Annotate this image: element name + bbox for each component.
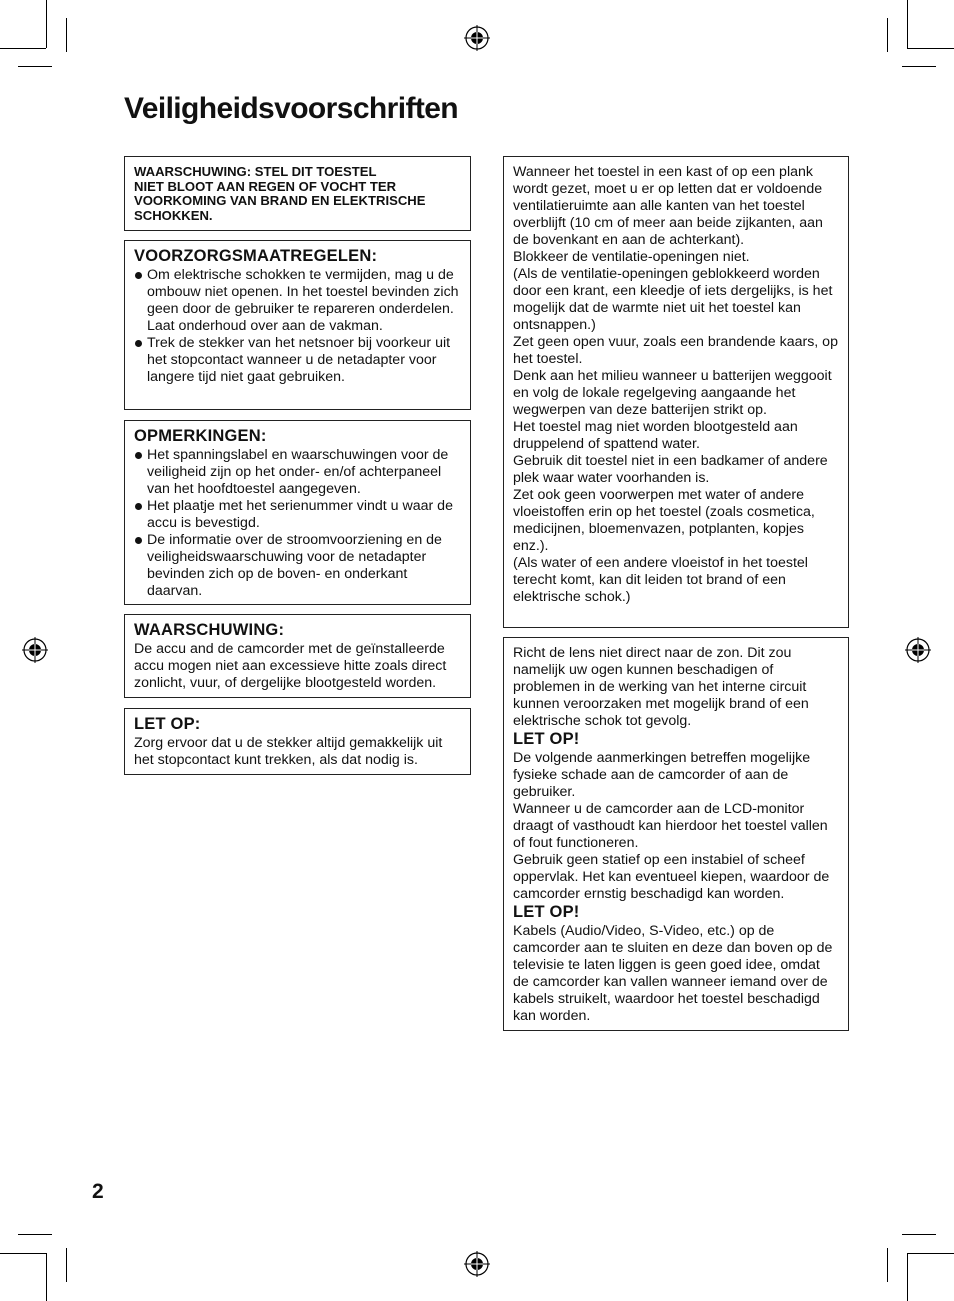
lens-section2-paragraph: Kabels (Audio/Video, S-Video, etc.) op de camcorder aan te sluiten en deze dan boven op de televisie te laten liggen is geen goed idee, omdat de camcorder kan vallen wanneer iemand over de kabels struikelt, waardoor het toestel beschadigd kan worden. xyxy=(513,923,833,1024)
ventilatie-paragraph: Zet geen open vuur, zoals een brandende kaars, op het toestel. xyxy=(513,334,838,367)
lens-box xyxy=(503,637,849,1031)
page-title: Veiligheidsvoorschriften xyxy=(124,92,459,125)
ventilatie-paragraph: Denk aan het milieu wanneer u batterijen weggooit en volg de lokale regelgeving aangaande het wegwerpen van deze batterijen strikt op. xyxy=(513,368,832,418)
crop-mark xyxy=(907,48,954,49)
waarschuwing-box xyxy=(124,614,471,698)
let-op-text: Zorg ervoor dat u de stekker altijd gemakkelijk uit het stopcontact kunt trekken, als dat nodig is. xyxy=(134,735,443,768)
crop-mark xyxy=(907,0,908,48)
list-item: Om elektrische schokken te vermijden, mag u de ombouw niet openen. In het toestel bevinden zich geen door de gebruiker te repareren onderdelen. Laat onderhoud over aan de vakman. xyxy=(134,267,461,335)
voorzorg-heading: VOORZORGSMAATREGELEN: xyxy=(134,247,378,265)
crop-mark xyxy=(18,1234,52,1235)
crop-mark xyxy=(902,1234,936,1235)
lens-intro: Richt de lens niet direct naar de zon. Dit zou namelijk uw ogen kunnen beschadigen of problemen in de werking van het interne circuit kunnen veroorzaken met mogelijk brand of een elektrische schok tot gevolg. xyxy=(513,645,809,729)
crop-mark xyxy=(0,1253,46,1254)
waarschuwing-heading: WAARSCHUWING: xyxy=(134,621,285,639)
list-item: Trek de stekker van het netsnoer bij voorkeur uit het stopcontact wanneer u de netadapter voor langere tijd niet gaat gebruiken. xyxy=(134,335,461,386)
crop-mark xyxy=(66,18,67,52)
waarschuwing-text: De accu and de camcorder met de geïnstalleerde accu mogen niet aan excessieve hitte zoals direct zonlicht, vuur, of dergelijke blootgesteld worden. xyxy=(134,641,447,691)
ventilatie-paragraph: Wanneer het toestel in een kast of op een plank wordt gezet, moet u er op letten dat er voldoende ventilatieruimte aan alle kanten van het toestel overblijft (10 cm of meer aan beide zijkanten, aan de bovenkant en aan de achterkant). xyxy=(513,164,823,248)
ventilatie-paragraph: Blokkeer de ventilatie-openingen niet. xyxy=(513,249,750,265)
registration-mark-icon xyxy=(905,637,931,663)
crop-mark xyxy=(18,66,52,67)
crop-mark xyxy=(887,1248,888,1282)
registration-mark-icon xyxy=(22,637,48,663)
opmerkingen-box xyxy=(124,420,471,605)
lens-section1-heading: LET OP! xyxy=(513,730,580,748)
ventilatie-paragraph: Gebruik dit toestel niet in een badkamer of andere plek waar water voorhanden is. xyxy=(513,453,828,486)
crop-mark xyxy=(0,48,46,49)
list-item: Het spanningslabel en waarschuwingen voor de veiligheid zijn op het onder- en/of achterpaneel van het hoofdtoestel aangegeven. xyxy=(134,447,461,498)
ventilatie-paragraph: (Als de ventilatie-openingen geblokkeerd worden door een krant, een kleedje of iets dergelijks, is het mogelijk dat de warmte niet uit het toestel kan ontsnappen.) xyxy=(513,266,833,333)
let-op-box xyxy=(124,708,471,775)
warning-top-box xyxy=(124,156,471,231)
warning-top-line: NIET BLOOT AAN REGEN OF VOCHT TER xyxy=(134,178,397,194)
opmerkingen-list xyxy=(134,447,461,600)
crop-mark xyxy=(887,18,888,52)
crop-mark xyxy=(907,1253,908,1301)
ventilatie-box xyxy=(503,156,849,628)
ventilatie-paragraph: (Als water of een andere vloeistof in het toestel terecht komt, kan dit leiden tot brand of een elektrische schok.) xyxy=(513,555,808,605)
voorzorg-list xyxy=(134,267,461,386)
opmerkingen-heading: OPMERKINGEN: xyxy=(134,427,267,445)
let-op-heading: LET OP: xyxy=(134,715,201,733)
voorzorg-box xyxy=(124,240,471,410)
crop-mark xyxy=(66,1248,67,1282)
warning-top-line: VOORKOMING VAN BRAND EN ELEKTRISCHE xyxy=(134,193,426,209)
list-item: Het plaatje met het serienummer vindt u waar de accu is bevestigd. xyxy=(134,498,461,532)
ventilatie-paragraph: Het toestel mag niet worden blootgesteld aan druppelend of spattend water. xyxy=(513,419,798,452)
crop-mark xyxy=(46,1253,47,1301)
crop-mark xyxy=(902,66,936,67)
crop-mark xyxy=(907,1253,954,1254)
warning-top-line: WAARSCHUWING: STEL DIT TOESTEL xyxy=(134,164,377,179)
lens-section1-paragraph: De volgende aanmerkingen betreffen mogelijke fysieke schade aan de camcorder of aan de gebruiker. xyxy=(513,750,811,800)
list-item: De informatie over de stroomvoorziening en de veiligheidswaarschuwing voor de netadapter bevinden zich op de boven- en onderkant daarvan. xyxy=(134,532,461,600)
ventilatie-paragraph: Zet ook geen voorwerpen met water of andere vloeistoffen erin op het toestel (zoals cosmetica, medicijnen, bloemenvazen, potplanten, kopjes enz.). xyxy=(513,487,815,554)
lens-section1-paragraph: Gebruik geen statief op een instabiel of scheef oppervlak. Het kan eventueel kiepen, waardoor de camcorder ernstig beschadigd kan worden. xyxy=(513,852,830,902)
crop-mark xyxy=(46,0,47,48)
lens-section1-paragraph: Wanneer u de camcorder aan de LCD-monitor draagt of vasthoudt kan hierdoor het toestel vallen of fout functioneren. xyxy=(513,801,828,851)
page-number: 2 xyxy=(92,1180,104,1203)
warning-top-line: SCHOKKEN. xyxy=(134,208,213,224)
registration-mark-icon xyxy=(464,25,490,51)
registration-mark-icon xyxy=(464,1251,490,1277)
lens-section2-heading: LET OP! xyxy=(513,903,580,921)
